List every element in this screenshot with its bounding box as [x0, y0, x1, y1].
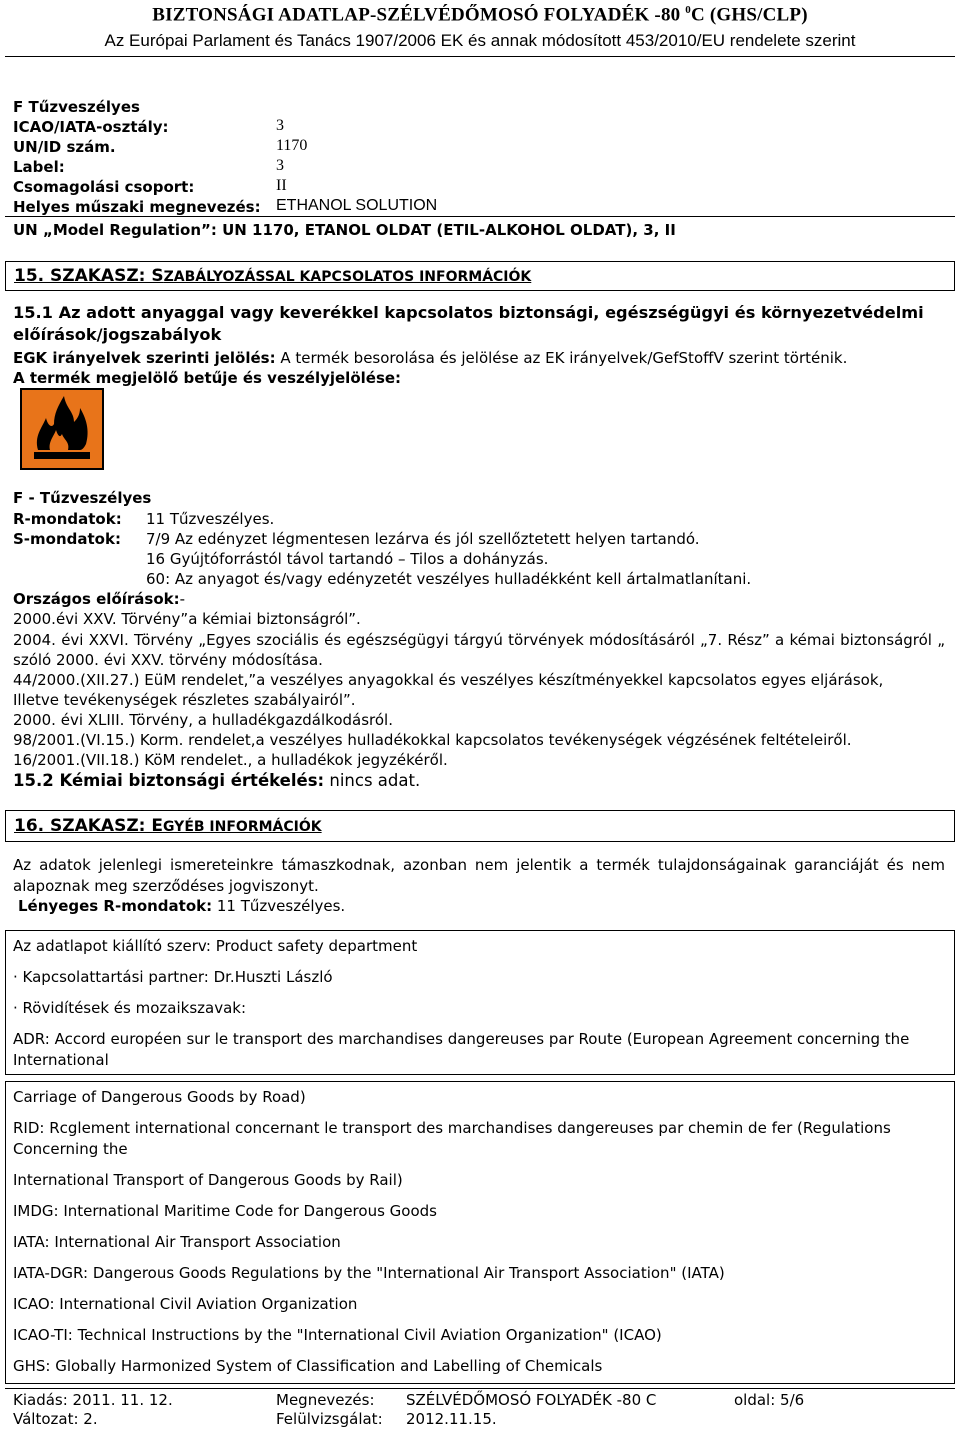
row-value: 3: [276, 157, 284, 174]
document-title: [0, 4, 960, 26]
key-label: Lényeges R-mondatok:: [18, 897, 213, 915]
footer-name-label: Megnevezés:: [276, 1391, 375, 1409]
section15-2-label: 15.2 Kémiai biztonsági értékelés:: [13, 771, 325, 790]
heading-main: 15. SZAKASZ: S: [14, 266, 164, 286]
section16-heading: [14, 816, 322, 836]
transport-divider: [5, 216, 955, 217]
hazard-label: F - Tűzveszélyes: [13, 489, 152, 507]
r-phrases-label: R-mondatok:: [13, 510, 122, 528]
info-box-2: [5, 1081, 955, 1384]
law-line: 2000.évi XXV. Törvény”a kémiai biztonságról”.: [13, 610, 361, 628]
national-regulations-heading: [13, 590, 185, 608]
footer-version: Változat: 2.: [13, 1410, 98, 1428]
s-phrase: 7/9 Az edényzet légmentesen lezárva és jól szellőztetett helyen tartandó.: [146, 530, 700, 548]
footer-name-value: SZÉLVÉDŐMOSÓ FOLYADÉK -80 C: [406, 1391, 657, 1409]
egk-label: EGK irányelvek szerinti jelölés:: [13, 349, 276, 367]
info-line: RID: Rcglement international concernant le transport des marchandises dangereuses par chemin de fer (Regulations: [13, 1119, 891, 1137]
footer-page-number: oldal: 5/6: [734, 1391, 805, 1409]
law-line: 98/2001.(VI.15.) Korm. rendelet,a veszélyes hulladékokkal kapcsolatos tevékenységek végzésének feltételeiről.: [13, 731, 852, 749]
model-regulation: UN „Model Regulation”: UN 1170, ETANOL OLDAT (ETIL-ALKOHOL OLDAT), 3, II: [13, 221, 676, 239]
info-line: IMDG: International Maritime Code for Dangerous Goods: [13, 1202, 437, 1220]
row-value: 1170: [276, 137, 308, 154]
section15-1-title-line1: 15.1 Az adott anyaggal vagy keverékkel kapcsolatos biztonsági, egészségügyi és környezetvédelmi: [13, 303, 924, 322]
footer-issued: Kiadás: 2011. 11. 12.: [13, 1391, 173, 1409]
info-line: GHS: Globally Harmonized System of Classification and Labelling of Chemicals: [13, 1357, 603, 1375]
r-phrases-text: 11 Tűzveszélyes.: [146, 510, 275, 528]
heading-main: 16. SZAKASZ: E: [14, 816, 163, 836]
info-line: ICAO: International Civil Aviation Organization: [13, 1295, 358, 1313]
section15-1-title-line2: előírások/jogszabályok: [13, 325, 222, 344]
info-box-1: [5, 930, 955, 1075]
transport-class-title: F Tűzveszélyes: [13, 98, 140, 116]
row-label: ICAO/IATA-osztály:: [13, 118, 169, 136]
info-line: Carriage of Dangerous Goods by Road): [13, 1088, 306, 1106]
info-line: IATA-DGR: Dangerous Goods Regulations by the "International Air Transport Association" (IATA): [13, 1264, 725, 1282]
footer-divider: [5, 1388, 955, 1389]
row-label: Label:: [13, 158, 65, 176]
s-phrase: 60: Az anyagot és/vagy edényzetét veszélyes hulladékként kell ártalmatlanítani.: [146, 570, 752, 588]
info-line: IATA: International Air Transport Association: [13, 1233, 341, 1251]
row-value: ETHANOL SOLUTION: [276, 197, 438, 214]
document-subtitle: Az Európai Parlament és Tanács 1907/2006 EK és annak módosított 453/2010/EU rendelete szerint: [104, 31, 856, 50]
egk-text: A termék besorolása és jelölése az EK irányelvek/GefStoffV szerint történik.: [275, 349, 848, 367]
section15-2: [13, 771, 420, 790]
row-value: 3: [276, 117, 284, 134]
section15-2-text: nincs adat.: [324, 771, 421, 790]
info-line: Concerning the: [13, 1140, 128, 1158]
title-superscript: 0: [685, 4, 691, 16]
law-line: 2000. évi XLIII. Törvény, a hulladékgazdálkodásról.: [13, 711, 393, 729]
egk-marking: [13, 349, 847, 367]
section15-heading-box: [5, 261, 955, 291]
law-line: 44/2000.(XII.27.) EüM rendelet,”a veszélyes anyagokkal és veszélyes készítményekkel kapcsolatos egyes eljárások,: [13, 671, 884, 689]
section16-heading-box: [5, 810, 955, 842]
section15-heading: [14, 266, 531, 286]
info-line: · Rövidítések és mozaikszavak:: [13, 999, 247, 1017]
info-line: ICAO-TI: Technical Instructions by the "International Civil Aviation Organization" (ICAO): [13, 1326, 662, 1344]
footer-review-value: 2012.11.15.: [406, 1410, 497, 1428]
info-line: Az adatlapot kiállító szerv: Product safety department: [13, 937, 418, 955]
law-line: Illetve tevékenységek részletes szabályairól”.: [13, 691, 356, 709]
key-text: 11 Tűzveszélyes.: [212, 897, 346, 915]
flame-icon: [20, 388, 104, 470]
row-label: UN/ID szám.: [13, 138, 116, 156]
info-line: ADR: Accord européen sur le transport des marchandises dangereuses par Route (European Agreement concerning the: [13, 1030, 910, 1048]
row-value: II: [276, 177, 287, 194]
title-end: C (GHS/CLP): [691, 4, 808, 26]
s-phrases-label: S-mondatok:: [13, 530, 121, 548]
national-label: Országos előírások:: [13, 590, 180, 608]
law-line: 16/2001.(VII.18.) KöM rendelet., a hulladékok jegyzékéről.: [13, 751, 448, 769]
header-divider: [5, 56, 955, 57]
section16-paragraph-line1: Az adatok jelenlegi ismereteinkre támaszkodnak, azonban nem jelentik a termék tulajdonságainak garanciáját és nem: [13, 856, 945, 874]
info-line: International Transport of Dangerous Goods by Rail): [13, 1171, 403, 1189]
symbol-heading: A termék megjelölő betűje és veszélyjelölése:: [13, 369, 402, 387]
law-line: 2004. évi XXVI. Törvény „Egyes szociális és egészségügyi tárgyú törvények módosításáról „7. Rész” a kémai biztonságról „: [13, 631, 945, 649]
info-line: International: [13, 1051, 109, 1069]
info-line: · Kapcsolattartási partner: Dr.Huszti László: [13, 968, 333, 986]
heading-small: ZABÁLYOZÁSSAL KAPCSOLATOS INFORMÁCIÓK: [163, 269, 532, 285]
footer-review-label: Felülvizsgálat:: [276, 1410, 383, 1428]
heading-small: GYÉB INFORMÁCIÓK: [163, 819, 322, 835]
law-line: szóló 2000. évi XXV. törvény módosítása.: [13, 651, 323, 669]
s-phrase: 16 Gyújtóforrástól távol tartandó – Tilos a dohányzás.: [146, 550, 549, 568]
national-dash: -: [179, 590, 186, 608]
section16-paragraph-line2: alapoznak meg szerződéses jogviszonyt.: [13, 877, 319, 895]
row-label: Csomagolási csoport:: [13, 178, 195, 196]
title-main: BIZTONSÁGI ADATLAP-SZÉLVÉDŐMOSÓ FOLYADÉK -80: [152, 4, 681, 26]
row-label: Helyes műszaki megnevezés:: [13, 198, 261, 216]
key-r-phrases: [18, 897, 345, 915]
